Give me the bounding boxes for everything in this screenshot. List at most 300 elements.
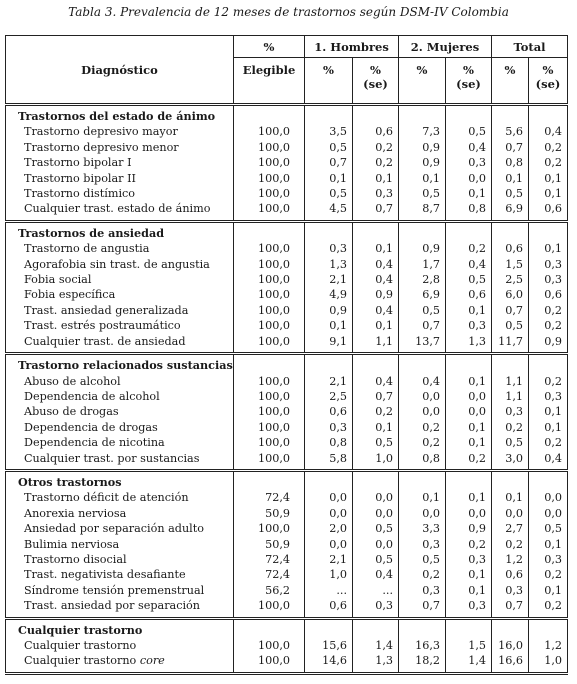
table-row — [6, 583, 568, 598]
cell-m-se: 0,3 — [446, 552, 492, 567]
cell-t-se: 1,0 — [529, 653, 568, 673]
empty-cell — [446, 221, 492, 241]
header-mujeres: 2. Mujeres — [399, 36, 492, 58]
row-diagnosis-label: Ansiedad por separación adulto — [24, 522, 204, 536]
section-header — [6, 354, 568, 374]
empty-cell — [446, 618, 492, 638]
header-hombres-pct: % — [305, 58, 353, 105]
empty-cell — [492, 105, 529, 125]
section-title: Cualquier trastorno — [6, 618, 234, 638]
cell-t-pct: 0,7 — [492, 303, 529, 318]
cell-t-pct: 16,6 — [492, 653, 529, 673]
cell-h-pct: 4,9 — [305, 287, 353, 302]
cell-m-se: 0,4 — [446, 257, 492, 272]
cell-m-pct: 0,3 — [399, 537, 446, 552]
table-row — [6, 490, 568, 505]
cell-m-se: 1,3 — [446, 334, 492, 354]
row-diagnosis — [6, 140, 234, 155]
cell-h-pct: 15,6 — [305, 638, 353, 653]
cell-m-pct: 0,9 — [399, 241, 446, 256]
cell-m-pct: 16,3 — [399, 638, 446, 653]
row-diagnosis-label: Agorafobia sin trast. de angustia — [24, 257, 210, 271]
row-diagnosis — [6, 241, 234, 256]
cell-elegible: 100,0 — [234, 451, 305, 471]
cell-m-se: 0,1 — [446, 435, 492, 450]
cell-t-se: 0,1 — [544, 405, 563, 419]
cell-h-pct: 0,6 — [305, 404, 353, 419]
row-diagnosis — [6, 257, 234, 272]
cell-elegible: 100,0 — [234, 389, 305, 404]
cell-t-pct: 0,1 — [492, 490, 529, 505]
cell-t-pct: 1,1 — [492, 389, 529, 404]
empty-cell — [353, 470, 399, 490]
cell-t-se: 0,3 — [544, 389, 563, 403]
empty-cell — [399, 221, 446, 241]
header-elegible: Elegible — [234, 58, 305, 105]
cell-h-se: 0,2 — [353, 155, 399, 170]
table-row — [6, 506, 568, 521]
cell-t-se: 0,1 — [544, 537, 563, 551]
cell-elegible: 100,0 — [234, 303, 305, 318]
cell-t-pct: 2,7 — [492, 521, 529, 536]
cell-t-pct: 3,0 — [492, 451, 529, 471]
table-row — [6, 186, 568, 201]
cell-m-pct: 0,9 — [399, 155, 446, 170]
row-diagnosis — [6, 374, 234, 389]
empty-cell — [234, 618, 305, 638]
cell-elegible: 100,0 — [234, 521, 305, 536]
cell-t-pct: 6,0 — [492, 287, 529, 302]
table-body — [6, 105, 568, 674]
cell-h-pct: 2,1 — [305, 272, 353, 287]
cell-m-se: 0,1 — [446, 583, 492, 598]
header-mujeres-pct: % — [399, 58, 446, 105]
cell-elegible: 100,0 — [234, 653, 305, 673]
empty-cell — [234, 354, 305, 374]
header-diagnostico: Diagnóstico — [6, 36, 234, 105]
cell-elegible: 100,0 — [234, 171, 305, 186]
cell-elegible: 72,4 — [234, 490, 305, 505]
table-row — [6, 287, 568, 302]
cell-m-se: 0,3 — [446, 318, 492, 333]
row-diagnosis — [6, 171, 234, 186]
empty-cell — [399, 354, 446, 374]
empty-cell — [492, 354, 529, 374]
cell-t-pct: 11,7 — [492, 334, 529, 354]
cell-t-se: 1,2 — [544, 639, 563, 652]
row-diagnosis-label: Trastorno déficit de atención — [24, 491, 189, 505]
cell-m-pct: 2,8 — [399, 272, 446, 287]
row-diagnosis-label: Trast. ansiedad generalizada — [24, 303, 189, 317]
cell-m-se: 0,0 — [446, 506, 492, 521]
cell-elegible: 100,0 — [234, 638, 305, 653]
row-diagnosis-label: Cualquier trastorno — [24, 639, 137, 652]
cell-h-pct: 9,1 — [305, 334, 353, 354]
cell-t-pct: 16,0 — [492, 638, 529, 653]
empty-cell — [492, 618, 529, 638]
header-total-se: % (se) — [529, 58, 568, 105]
empty-cell — [492, 221, 529, 241]
cell-t-pct: 0,5 — [492, 435, 529, 450]
cell-m-pct: 7,3 — [399, 124, 446, 139]
empty-cell — [305, 618, 353, 638]
cell-elegible: 100,0 — [234, 257, 305, 272]
table-row — [6, 124, 568, 139]
row-diagnosis-label: Dependencia de drogas — [24, 420, 158, 434]
table-row — [6, 171, 568, 186]
cell-h-se: 1,4 — [353, 638, 399, 653]
cell-h-pct: 5,8 — [305, 451, 353, 471]
cell-h-se: 1,1 — [353, 334, 399, 354]
cell-elegible: 100,0 — [234, 435, 305, 450]
cell-t-se: 0,2 — [544, 436, 563, 450]
cell-h-pct: 0,6 — [305, 598, 353, 618]
cell-elegible: 100,0 — [234, 272, 305, 287]
row-diagnosis-label: Cualquier trast. por sustancias — [24, 451, 200, 465]
cell-m-se: 0,2 — [446, 537, 492, 552]
cell-t-pct: 1,1 — [492, 374, 529, 389]
table-row — [6, 653, 568, 673]
empty-cell — [529, 221, 568, 241]
empty-cell — [399, 105, 446, 125]
cell-m-se: 0,1 — [446, 303, 492, 318]
empty-cell — [446, 470, 492, 490]
row-diagnosis — [6, 583, 234, 598]
row-diagnosis — [6, 272, 234, 287]
cell-m-pct: 0,2 — [399, 435, 446, 450]
header-total: Total — [492, 36, 568, 58]
cell-t-pct: 0,2 — [492, 537, 529, 552]
cell-t-se: 0,3 — [544, 273, 563, 287]
table-row — [6, 272, 568, 287]
cell-m-se: 0,0 — [446, 389, 492, 404]
cell-h-se: 0,0 — [353, 490, 399, 505]
cell-t-pct: 0,6 — [492, 567, 529, 582]
cell-elegible: 50,9 — [234, 537, 305, 552]
cell-h-se: 0,3 — [353, 598, 399, 618]
table-header — [6, 36, 568, 105]
cell-h-pct: 0,5 — [305, 186, 353, 201]
section-title: Trastornos de ansiedad — [6, 221, 234, 241]
cell-h-se: 0,4 — [353, 257, 399, 272]
cell-h-se: 0,2 — [353, 140, 399, 155]
row-diagnosis — [6, 435, 234, 450]
cell-h-pct: 0,0 — [305, 490, 353, 505]
empty-cell — [353, 221, 399, 241]
cell-h-pct: 0,8 — [305, 435, 353, 450]
empty-cell — [446, 354, 492, 374]
cell-h-se: 0,4 — [353, 567, 399, 582]
cell-m-se: 0,3 — [446, 155, 492, 170]
cell-h-se: 0,5 — [353, 521, 399, 536]
cell-t-pct: 0,1 — [492, 171, 529, 186]
cell-t-pct: 0,3 — [492, 583, 529, 598]
cell-t-se: 0,2 — [544, 568, 563, 582]
row-diagnosis-label: Cualquier trastorno — [24, 654, 137, 668]
cell-h-se: 0,7 — [353, 201, 399, 221]
table-row — [6, 451, 568, 471]
cell-h-pct: 0,5 — [305, 140, 353, 155]
row-diagnosis — [6, 420, 234, 435]
row-diagnosis — [6, 318, 234, 333]
cell-t-se: 0,1 — [544, 420, 563, 434]
cell-m-se: 0,5 — [446, 272, 492, 287]
cell-elegible: 100,0 — [234, 186, 305, 201]
cell-elegible: 100,0 — [234, 334, 305, 354]
section-header — [6, 618, 568, 638]
header-mujeres-se: % (se) — [446, 58, 492, 105]
cell-h-se: 0,0 — [353, 506, 399, 521]
row-diagnosis — [6, 653, 234, 673]
cell-t-se: 0,2 — [544, 156, 563, 170]
row-diagnosis-label: Trast. negativista desafiante — [24, 568, 186, 582]
cell-t-se: 0,0 — [544, 491, 563, 505]
empty-cell — [529, 470, 568, 490]
cell-t-pct: 1,5 — [492, 257, 529, 272]
cell-h-se: 0,4 — [353, 303, 399, 318]
row-diagnosis — [6, 334, 234, 354]
cell-m-se: 0,1 — [446, 186, 492, 201]
empty-cell — [399, 618, 446, 638]
cell-m-se: 1,5 — [446, 638, 492, 653]
table-caption: Tabla 3. Prevalencia de 12 meses de trastornos según DSM-IV Colombia — [68, 5, 509, 19]
table-row — [6, 318, 568, 333]
cell-h-pct: 1,0 — [305, 567, 353, 582]
cell-m-pct: 13,7 — [399, 334, 446, 354]
row-diagnosis-label: Bulimia nerviosa — [24, 537, 120, 551]
table-row — [6, 567, 568, 582]
cell-h-se: 0,7 — [353, 389, 399, 404]
table-row — [6, 334, 568, 354]
row-diagnosis-label: Trast. estrés postraumático — [24, 319, 181, 333]
cell-t-pct: 6,9 — [492, 201, 529, 221]
row-diagnosis — [6, 638, 234, 653]
section-header — [6, 470, 568, 490]
cell-t-pct: 0,5 — [492, 318, 529, 333]
cell-h-se: 0,1 — [353, 420, 399, 435]
cell-elegible: 72,4 — [234, 567, 305, 582]
row-diagnosis-label: Abuso de alcohol — [24, 374, 121, 388]
empty-cell — [305, 105, 353, 125]
cell-h-se: 1,0 — [353, 451, 399, 471]
cell-m-pct: 6,9 — [399, 287, 446, 302]
table-row — [6, 552, 568, 567]
header-hombres: 1. Hombres — [305, 36, 399, 58]
cell-t-pct: 0,6 — [492, 241, 529, 256]
cell-h-pct: ... — [305, 583, 353, 598]
table-row — [6, 140, 568, 155]
table-row — [6, 201, 568, 221]
table-row — [6, 257, 568, 272]
cell-h-se: 0,4 — [353, 374, 399, 389]
cell-m-se: 0,2 — [446, 241, 492, 256]
cell-t-se: 0,3 — [544, 552, 563, 566]
row-diagnosis — [6, 552, 234, 567]
row-diagnosis-label: Trastorno bipolar II — [24, 171, 136, 185]
cell-h-pct: 2,1 — [305, 374, 353, 389]
cell-m-se: 0,2 — [446, 451, 492, 471]
row-diagnosis — [6, 451, 234, 471]
cell-m-se: 0,6 — [446, 287, 492, 302]
cell-t-se: 0,2 — [529, 598, 568, 618]
row-diagnosis-label: Trast. ansiedad por separación — [24, 599, 200, 613]
table-row — [6, 374, 568, 389]
row-diagnosis-label: Trastorno disocial — [24, 552, 127, 566]
cell-t-se: 0,1 — [544, 242, 563, 256]
cell-t-se: 0,6 — [544, 288, 563, 302]
cell-h-se: 0,6 — [353, 124, 399, 139]
cell-h-pct: 0,3 — [305, 420, 353, 435]
cell-m-pct: 0,3 — [399, 583, 446, 598]
cell-h-pct: 2,1 — [305, 552, 353, 567]
cell-h-se: 0,9 — [353, 287, 399, 302]
cell-h-pct: 4,5 — [305, 201, 353, 221]
cell-elegible: 100,0 — [234, 241, 305, 256]
table-row — [6, 420, 568, 435]
cell-h-pct: 0,9 — [305, 303, 353, 318]
cell-m-se: 0,1 — [446, 374, 492, 389]
cell-t-pct: 0,2 — [492, 420, 529, 435]
cell-m-se: 0,8 — [446, 201, 492, 221]
cell-m-se: 0,0 — [446, 404, 492, 419]
row-diagnosis-label: Trastorno bipolar I — [24, 156, 132, 170]
cell-m-se: 0,1 — [446, 567, 492, 582]
cell-h-se: 0,5 — [353, 552, 399, 567]
row-diagnosis — [6, 567, 234, 582]
prevalence-table — [5, 35, 568, 675]
cell-t-pct: 0,0 — [492, 506, 529, 521]
row-diagnosis-italic: core — [139, 654, 165, 668]
cell-elegible: 100,0 — [234, 140, 305, 155]
cell-h-se: 0,5 — [353, 435, 399, 450]
cell-m-se: 0,4 — [446, 140, 492, 155]
cell-elegible: 100,0 — [234, 318, 305, 333]
header-total-pct: % — [492, 58, 529, 105]
row-diagnosis — [6, 389, 234, 404]
cell-m-pct: 0,7 — [399, 598, 446, 618]
empty-cell — [446, 105, 492, 125]
cell-t-pct: 0,3 — [492, 404, 529, 419]
cell-elegible: 100,0 — [234, 404, 305, 419]
cell-elegible: 100,0 — [234, 124, 305, 139]
empty-cell — [492, 470, 529, 490]
row-diagnosis — [6, 537, 234, 552]
cell-h-pct: 3,5 — [305, 124, 353, 139]
header-elegible-pct: % — [234, 36, 305, 58]
cell-h-pct: 2,0 — [305, 521, 353, 536]
table-row — [6, 521, 568, 536]
empty-cell — [234, 470, 305, 490]
cell-m-pct: 0,9 — [399, 140, 446, 155]
cell-h-se: 0,1 — [353, 171, 399, 186]
empty-cell — [353, 105, 399, 125]
cell-t-se: 0,3 — [544, 257, 563, 271]
section-title: Otros trastornos — [6, 470, 234, 490]
cell-h-se: 0,3 — [353, 186, 399, 201]
header-hombres-se: % (se) — [353, 58, 399, 105]
row-diagnosis — [6, 287, 234, 302]
cell-m-pct: 18,2 — [399, 653, 446, 673]
cell-elegible: 100,0 — [234, 201, 305, 221]
cell-t-se: 0,1 — [544, 187, 563, 201]
table-row — [6, 303, 568, 318]
row-diagnosis — [6, 598, 234, 618]
cell-m-se: 1,4 — [446, 653, 492, 673]
section-header — [6, 105, 568, 125]
cell-t-pct: 2,5 — [492, 272, 529, 287]
cell-t-se: 0,1 — [544, 171, 563, 185]
row-diagnosis-label: Cualquier trast. estado de ánimo — [24, 202, 211, 216]
row-diagnosis-label: Síndrome tensión premenstrual — [24, 583, 205, 597]
empty-cell — [353, 618, 399, 638]
row-diagnosis-label: Abuso de drogas — [24, 405, 119, 419]
cell-t-se: 0,2 — [544, 140, 563, 154]
cell-m-pct: 0,2 — [399, 567, 446, 582]
cell-h-pct: 0,0 — [305, 537, 353, 552]
cell-h-se: ... — [353, 583, 399, 598]
cell-elegible: 100,0 — [234, 598, 305, 618]
cell-t-se: 0,0 — [544, 506, 563, 520]
row-diagnosis — [6, 186, 234, 201]
row-diagnosis — [6, 201, 234, 221]
cell-h-pct: 14,6 — [305, 653, 353, 673]
cell-t-se: 0,5 — [544, 522, 563, 536]
cell-h-se: 0,4 — [353, 272, 399, 287]
cell-m-pct: 0,7 — [399, 318, 446, 333]
row-diagnosis — [6, 404, 234, 419]
empty-cell — [305, 221, 353, 241]
row-diagnosis-label: Trastorno de angustia — [24, 242, 150, 256]
cell-m-pct: 0,5 — [399, 303, 446, 318]
row-diagnosis — [6, 303, 234, 318]
empty-cell — [529, 354, 568, 374]
cell-t-pct: 0,8 — [492, 155, 529, 170]
row-diagnosis-label: Fobia social — [24, 273, 92, 287]
cell-elegible: 72,4 — [234, 552, 305, 567]
cell-h-pct: 0,1 — [305, 318, 353, 333]
row-diagnosis — [6, 521, 234, 536]
cell-h-pct: 0,1 — [305, 171, 353, 186]
row-diagnosis — [6, 506, 234, 521]
cell-t-se: 0,9 — [529, 334, 568, 354]
cell-m-pct: 3,3 — [399, 521, 446, 536]
cell-m-pct: 0,8 — [399, 451, 446, 471]
cell-m-se: 0,5 — [446, 124, 492, 139]
row-diagnosis-label: Trastorno depresivo mayor — [24, 125, 178, 139]
cell-m-se: 0,9 — [446, 521, 492, 536]
cell-elegible: 100,0 — [234, 155, 305, 170]
table-row — [6, 638, 568, 653]
section-header — [6, 221, 568, 241]
cell-m-se: 0,0 — [446, 171, 492, 186]
cell-m-pct: 0,4 — [399, 374, 446, 389]
row-diagnosis-label: Dependencia de alcohol — [24, 389, 160, 403]
empty-cell — [234, 105, 305, 125]
cell-t-se: 0,2 — [544, 303, 563, 317]
row-diagnosis — [6, 490, 234, 505]
row-diagnosis — [6, 155, 234, 170]
empty-cell — [399, 470, 446, 490]
cell-t-se: 0,4 — [544, 125, 563, 139]
section-title: Trastorno relacionados sustancias — [6, 354, 234, 374]
cell-h-se: 0,0 — [353, 537, 399, 552]
empty-cell — [234, 221, 305, 241]
cell-h-pct: 2,5 — [305, 389, 353, 404]
empty-cell — [529, 618, 568, 638]
cell-h-se: 1,3 — [353, 653, 399, 673]
cell-h-pct: 0,0 — [305, 506, 353, 521]
cell-m-pct: 0,1 — [399, 171, 446, 186]
